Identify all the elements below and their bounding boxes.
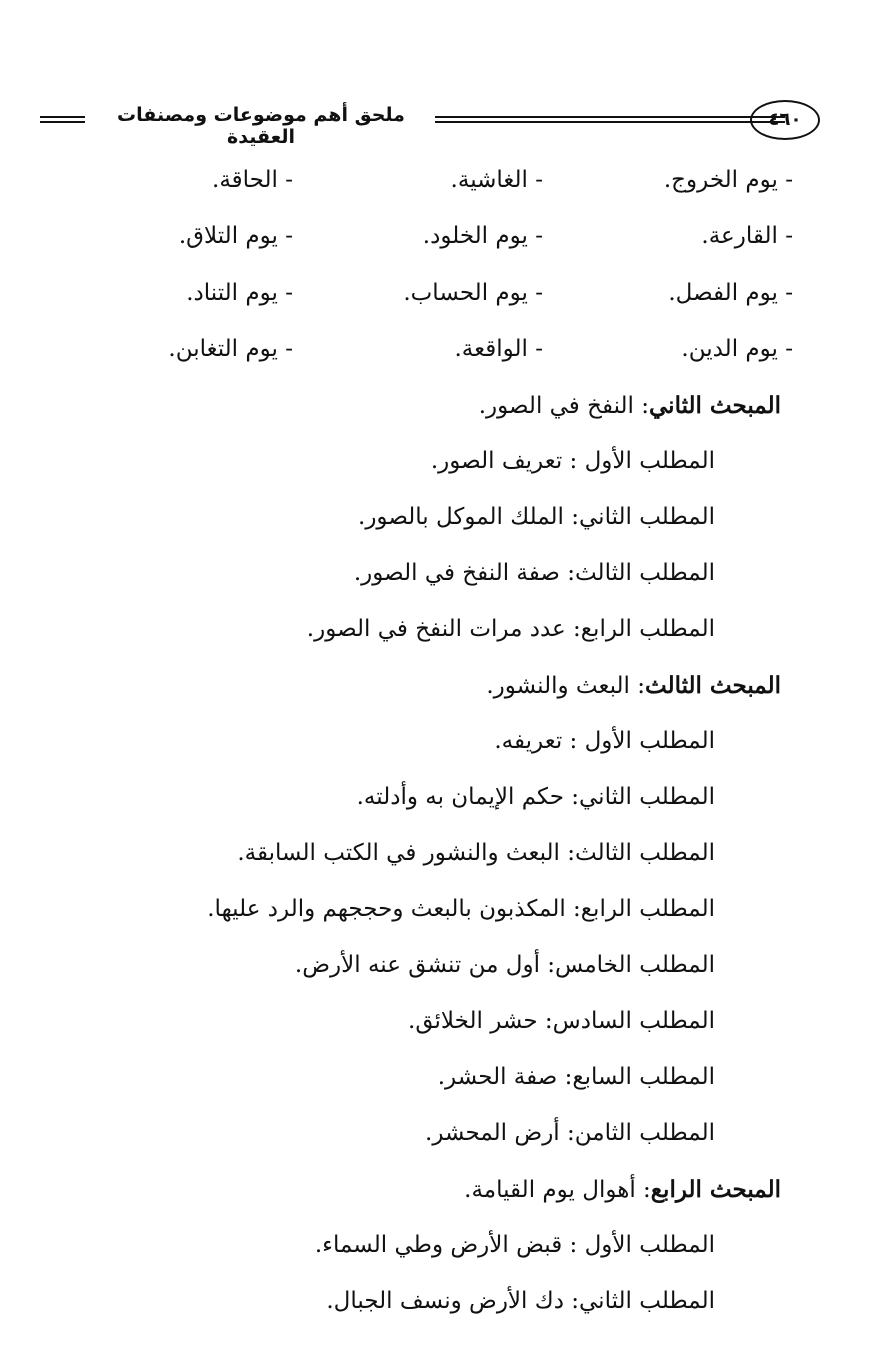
subsection-item: المطلب السادس: حشر الخلائق. [408, 1008, 715, 1034]
name-item: - الغاشية. [450, 167, 543, 193]
section-title: : النفخ في الصور. [478, 393, 649, 419]
name-item: - الواقعة. [454, 336, 543, 362]
names-row [153, 336, 793, 376]
subsection-item: المطلب الثالث: البعث والنشور في الكتب السابقة. [237, 840, 715, 866]
section-heading [464, 1176, 781, 1203]
name-item: - يوم الدين. [681, 336, 793, 362]
name-item: - يوم التلاق. [178, 223, 293, 249]
page-number: ٤٦٠ [750, 100, 820, 140]
header-rule-right [435, 116, 785, 123]
subsection-item: المطلب الثاني: الملك الموكل بالصور. [358, 504, 715, 530]
subsection-item: المطلب الثاني: حكم الإيمان به وأدلته. [356, 784, 715, 810]
section-heading [479, 392, 781, 419]
header-title: ملحق أهم موضوعات ومصنفات العقيدة [117, 104, 405, 148]
subsection-item: المطلب الرابع: المكذبون بالبعث وحججهم والرد عليها. [207, 896, 715, 922]
subsection-item: المطلب الخامس: أول من تنشق عنه الأرض. [294, 952, 715, 978]
names-row [153, 223, 793, 263]
subsection-item: المطلب الأول : قبض الأرض وطي السماء. [314, 1232, 715, 1258]
subsection-item: المطلب الثالث: صفة النفخ في الصور. [353, 560, 715, 586]
name-item: - يوم التناد. [186, 280, 293, 306]
section-label: المبحث الثاني [649, 392, 781, 419]
name-item: - يوم الخلود. [422, 223, 543, 249]
name-item: - يوم الخروج. [663, 167, 793, 193]
name-item: - القارعة. [701, 223, 793, 249]
name-item: - الحاقة. [212, 167, 293, 193]
section-heading [486, 672, 781, 699]
name-item: - يوم الفصل. [668, 280, 793, 306]
section-label: المبحث الثالث [644, 672, 781, 699]
section-title: : أهوال يوم القيامة. [464, 1177, 651, 1203]
running-header [40, 100, 820, 148]
section-label: المبحث الرابع [650, 1176, 781, 1203]
subsection-item: المطلب الثامن: أرض المحشر. [425, 1120, 715, 1146]
subsection-item: المطلب السابع: صفة الحشر. [437, 1064, 715, 1090]
header-rule-left [40, 116, 85, 123]
subsection-item: المطلب الأول : تعريف الصور. [430, 448, 715, 474]
subsection-item: المطلب الرابع: عدد مرات النفخ في الصور. [306, 616, 715, 642]
name-item: - يوم الحساب. [403, 280, 543, 306]
name-item: - يوم التغابن. [168, 336, 293, 362]
names-row [153, 280, 793, 320]
section-title: : البعث والنشور. [486, 673, 645, 699]
subsection-item: المطلب الثاني: دك الأرض ونسف الجبال. [326, 1288, 715, 1314]
names-row [153, 167, 793, 207]
subsection-item: المطلب الأول : تعريفه. [494, 728, 715, 754]
